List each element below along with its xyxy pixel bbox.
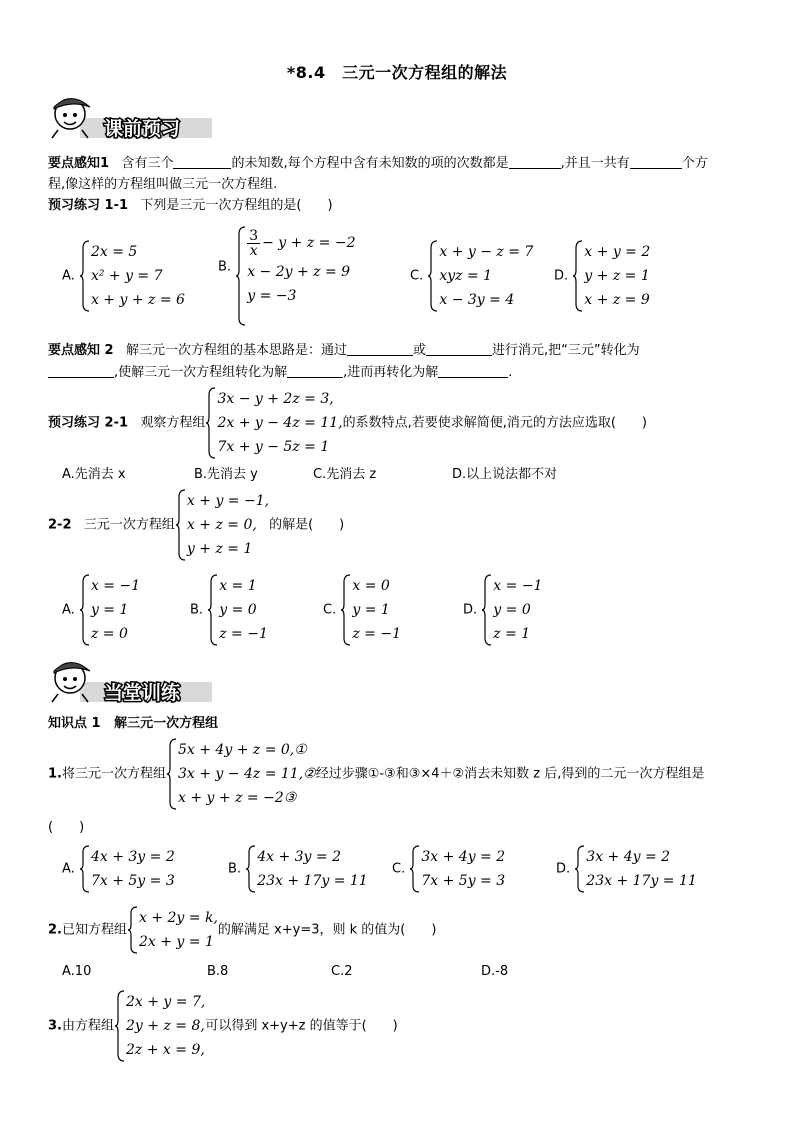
option-b[interactable]: B. 4x + 3y = 2 23x + 17y = 11 [228,845,368,893]
question-1: 1.将三元一次方程组 5x + 4y + z = 0,① 3x + y − 4z = 11,② x + y + z = −2③ 经过步骤①-③和③×4＋②消去未知数 z 后,得到的二元一次方程组是 [48,738,704,810]
option-d[interactable]: D.-8 [481,964,509,979]
brace-icon [235,226,246,326]
equation-system: 2x + y = 7, 2y + z = 8, 2z + x = 9, [114,990,205,1062]
blank[interactable] [173,155,231,169]
option-c[interactable]: C.2 [331,964,353,979]
question-2: 2.已知方程组 x + 2y = k, 2x + y = 1 的解满足 x+y=3，则 k 的值为( ) [48,906,436,954]
equation-system: x = −1 y = 0 z = 1 [481,574,542,646]
question-3: 3.由方程组 2x + y = 7, 2y + z = 8, 2z + x = 9, 可以得到 x+y+z 的值等于( ) [48,990,398,1062]
brace-icon [166,738,177,810]
brace-icon [114,990,125,1062]
equation-system: 2x = 5 x² + y = 7 x + y + z = 6 [79,240,185,312]
option-d[interactable]: D. x + y = 2 y + z = 1 x + z = 9 [554,240,650,312]
option-c[interactable]: C. 3x + 4y = 2 7x + 5y = 3 [392,845,505,893]
option-d[interactable]: D. x = −1 y = 0 z = 1 [463,574,542,646]
blank[interactable] [426,342,492,356]
equation-system: 3x − y + 2z = 3, 2x + y − 4z = 11, 7x + y − 5z = 1 [205,387,342,459]
cartoon-boy-icon [44,656,214,704]
brace-icon [574,845,585,893]
brace-icon [481,574,492,646]
option-a[interactable]: A. 4x + 3y = 2 7x + 5y = 3 [62,845,175,893]
key-point-2: 要点感知 2 解三元一次方程组的基本思路是：通过 或 进行消元,把“三元”转化为 [48,343,640,358]
section-banner-practice [44,656,214,708]
equation-system: 4x + 3y = 2 23x + 17y = 11 [245,845,368,893]
equation-system: x = 1 y = 0 z = −1 [207,574,268,646]
brace-icon [205,387,216,459]
option-b[interactable]: B. x = 1 y = 0 z = −1 [190,574,268,646]
equation-system: x = −1 y = 1 z = 0 [79,574,140,646]
brace-icon [127,906,138,954]
brace-icon [175,489,186,561]
key-point-1: 要点感知1 含有三个 的未知数,每个方程中含有未知数的项的次数都是 ,并且一共有 个方 [48,156,708,171]
equation-system: x + y = 2 y + z = 1 x + z = 9 [572,240,650,312]
brace-icon [79,574,90,646]
equation-system: 4x + 3y = 2 7x + 5y = 3 [79,845,175,893]
knowledge-point-1: 知识点 1 解三元一次方程组 [48,716,219,731]
section-banner-preview [44,92,214,144]
option-b[interactable]: B.8 [207,964,229,979]
option-c[interactable]: C. x = 0 y = 1 z = −1 [323,574,401,646]
brace-icon [245,845,256,893]
option-d[interactable]: D. 3x + 4y = 2 23x + 17y = 11 [556,845,697,893]
brace-icon [427,240,438,312]
svg-text:课前预习: 课前预习 [104,118,181,140]
svg-text:当堂训练: 当堂训练 [104,682,181,704]
blank[interactable] [630,155,682,169]
option-a[interactable]: A.先消去 x [62,467,126,482]
key-point-1-cont: 程,像这样的方程组叫做三元一次方程组. [48,177,278,192]
brace-icon [409,845,420,893]
equation-system: 5x + 4y + z = 0,① 3x + y − 4z = 11,② x + y + z = −2③ [166,738,316,810]
option-d[interactable]: D.以上说法都不对 [452,467,558,482]
option-b[interactable]: B. $\frac{3}{x}$ − y + z = −2 x − 2y + z = 9 y = −3 [218,226,356,308]
blank[interactable] [438,364,508,378]
equation-system: x + y − z = 7 xyz = 1 x − 3y = 4 [427,240,533,312]
brace-icon [207,574,218,646]
practice-2-1: 预习练习 2-1 观察方程组 3x − y + 2z = 3, 2x + y − 4z = 11, 7x + y − 5z = 1 的系数特点,若要使求解简便,消元的方法应选取( ) [48,387,647,459]
blank[interactable] [347,342,413,356]
option-a[interactable]: A. 2x = 5 x² + y = 7 x + y + z = 6 [62,240,185,312]
option-b[interactable]: B.先消去 y [194,467,258,482]
equation-system: $\frac{3}{x}$ − y + z = −2 x − 2y + z = 9 y = −3 [235,226,355,308]
equation-system: 3x + 4y = 2 7x + 5y = 3 [409,845,505,893]
brace-icon [340,574,351,646]
blank[interactable] [48,364,114,378]
equation-system: 3x + 4y = 2 23x + 17y = 11 [574,845,697,893]
blank[interactable] [509,155,561,169]
brace-icon [572,240,583,312]
option-c[interactable]: C.先消去 z [313,467,377,482]
brace-icon [79,240,90,312]
option-c[interactable]: C. x + y − z = 7 xyz = 1 x − 3y = 4 [410,240,533,312]
equation-system: x + y = −1, x + z = 0, y + z = 1 [175,489,269,561]
key-point-2-cont: ,使解三元一次方程组转化为解 ,进而再转化为解 . [48,363,512,383]
equation-system: x = 0 y = 1 z = −1 [340,574,401,646]
option-a[interactable]: A. x = −1 y = 1 z = 0 [62,574,140,646]
practice-1-1: 预习练习 1-1 下列是三元一次方程组的是( ) [48,198,333,213]
answer-paren[interactable]: ( ) [48,820,85,835]
practice-2-2: 2-2 三元一次方程组 x + y = −1, x + z = 0, y + z = 1 的解是( ) [48,489,344,561]
blank[interactable] [287,364,343,378]
equation-system: x + 2y = k, 2x + y = 1 [127,906,218,954]
cartoon-boy-icon [44,92,214,140]
page-title: *8.4 三元一次方程组的解法 [286,63,508,82]
brace-icon [79,845,90,893]
option-a[interactable]: A.10 [62,964,92,979]
